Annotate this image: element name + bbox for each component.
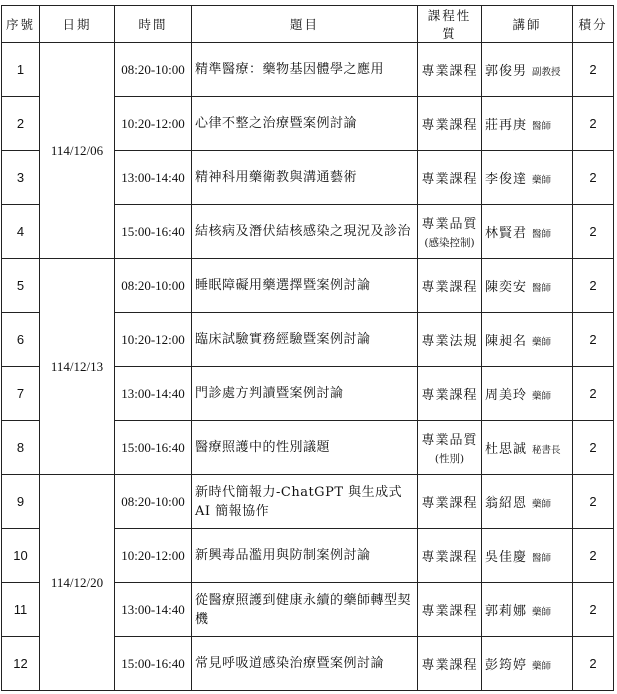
course-nature-cell [418, 97, 482, 151]
table-row [2, 475, 614, 529]
teacher-cell [482, 529, 573, 583]
teacher-title: 副教授 [532, 67, 561, 78]
date-cell: 114/12/13 [40, 259, 115, 475]
teacher-cell [482, 367, 573, 421]
credit-cell: 2 [573, 151, 614, 205]
teacher-cell [482, 43, 573, 97]
topic-cell: 精神科用藥衛教與溝通藝術 [192, 151, 418, 205]
credit-cell: 2 [573, 421, 614, 475]
topic-cell: 結核病及潛伏結核感染之現況及診治 [192, 205, 418, 259]
topic-cell: 門診處方判讀暨案例討論 [192, 367, 418, 421]
teacher-title: 醫師 [532, 553, 552, 564]
header-time: 時間 [115, 6, 192, 43]
course-nature-label: 專業課程 [421, 658, 478, 673]
time-cell: 13:00-14:40 [115, 583, 192, 637]
row-number-cell: 8 [2, 421, 40, 475]
course-nature-label: 專業課程 [421, 550, 478, 565]
row-number-cell: 4 [2, 205, 40, 259]
teacher-title: 醫師 [532, 283, 552, 294]
course-schedule-table [1, 5, 614, 691]
teacher-name: 周美玲 [485, 388, 528, 403]
time-cell: 10:20-12:00 [115, 313, 192, 367]
row-number-cell: 7 [2, 367, 40, 421]
teacher-name: 陳奕安 [485, 280, 528, 295]
table-row [2, 43, 614, 97]
teacher-title: 藥師 [532, 661, 552, 672]
course-nature-cell [418, 151, 482, 205]
row-number-cell: 10 [2, 529, 40, 583]
course-nature-cell [418, 313, 482, 367]
credit-cell: 2 [573, 313, 614, 367]
header-topic: 題目 [192, 6, 418, 43]
teacher-title: 醫師 [532, 229, 552, 240]
teacher-cell [482, 313, 573, 367]
teacher-cell [482, 421, 573, 475]
time-cell: 15:00-16:40 [115, 421, 192, 475]
row-number-cell: 5 [2, 259, 40, 313]
header-nature: 課程性質 [418, 6, 482, 43]
course-nature-cell [418, 529, 482, 583]
topic-cell: 常見呼吸道感染治療暨案例討論 [192, 637, 418, 691]
teacher-name: 李俊達 [485, 172, 528, 187]
course-nature-cell [418, 475, 482, 529]
course-nature-cell [418, 367, 482, 421]
teacher-name: 林賢君 [485, 226, 528, 241]
teacher-title: 藥師 [532, 607, 552, 618]
course-nature-cell [418, 205, 482, 259]
course-nature-label: 專業課程 [421, 388, 478, 403]
credit-cell: 2 [573, 529, 614, 583]
course-nature-label: 專業品質 [421, 433, 478, 448]
topic-cell: 從醫療照護到健康永續的藥師轉型契機 [192, 583, 418, 637]
teacher-title: 藥師 [532, 499, 552, 510]
row-number-cell: 11 [2, 583, 40, 637]
time-cell: 08:20-10:00 [115, 43, 192, 97]
course-nature-cell [418, 43, 482, 97]
course-nature-label: 專業課程 [421, 604, 478, 619]
time-cell: 10:20-12:00 [115, 97, 192, 151]
course-nature-cell [418, 637, 482, 691]
credit-cell: 2 [573, 43, 614, 97]
header-date: 日期 [40, 6, 115, 43]
course-nature-cell [418, 421, 482, 475]
teacher-cell [482, 151, 573, 205]
topic-cell: 醫療照護中的性別議題 [192, 421, 418, 475]
time-cell: 13:00-14:40 [115, 151, 192, 205]
time-cell: 10:20-12:00 [115, 529, 192, 583]
topic-cell: 精準醫療：藥物基因體學之應用 [192, 43, 418, 97]
teacher-name: 郭莉娜 [485, 604, 528, 619]
teacher-cell [482, 205, 573, 259]
course-nature-label: 專業課程 [421, 280, 478, 295]
credit-cell: 2 [573, 475, 614, 529]
teacher-name: 翁紹恩 [485, 496, 528, 511]
course-nature-cell [418, 583, 482, 637]
row-number-cell: 1 [2, 43, 40, 97]
header-teacher: 講師 [482, 6, 573, 43]
credit-cell: 2 [573, 583, 614, 637]
time-cell: 15:00-16:40 [115, 637, 192, 691]
time-cell: 15:00-16:40 [115, 205, 192, 259]
row-number-cell: 12 [2, 637, 40, 691]
date-cell: 114/12/20 [40, 475, 115, 691]
teacher-cell [482, 583, 573, 637]
course-nature-cell [418, 259, 482, 313]
time-cell: 08:20-10:00 [115, 475, 192, 529]
header-no: 序號 [2, 6, 40, 43]
credit-cell: 2 [573, 259, 614, 313]
row-number-cell: 3 [2, 151, 40, 205]
course-nature-label: 專業課程 [421, 172, 478, 187]
credit-cell: 2 [573, 367, 614, 421]
course-nature-subcategory: (性別) [434, 453, 465, 465]
time-cell: 13:00-14:40 [115, 367, 192, 421]
course-nature-label: 專業品質 [421, 217, 478, 232]
course-nature-label: 專業法規 [421, 334, 478, 349]
teacher-name: 莊再庚 [485, 118, 528, 133]
row-number-cell: 6 [2, 313, 40, 367]
teacher-title: 藥師 [532, 337, 552, 348]
teacher-name: 杜思誠 [485, 442, 528, 457]
course-nature-label: 專業課程 [421, 64, 478, 79]
topic-cell: 睡眠障礙用藥選擇暨案例討論 [192, 259, 418, 313]
teacher-cell [482, 475, 573, 529]
teacher-name: 吳佳慶 [485, 550, 528, 565]
credit-cell: 2 [573, 637, 614, 691]
course-nature-label: 專業課程 [421, 496, 478, 511]
teacher-cell [482, 637, 573, 691]
date-cell: 114/12/06 [40, 43, 115, 259]
header-row [2, 6, 614, 43]
time-cell: 08:20-10:00 [115, 259, 192, 313]
row-number-cell: 9 [2, 475, 40, 529]
teacher-cell [482, 97, 573, 151]
table-row [2, 259, 614, 313]
credit-cell: 2 [573, 205, 614, 259]
teacher-title: 醫師 [532, 121, 552, 132]
teacher-name: 郭俊男 [485, 64, 528, 79]
teacher-title: 秘書長 [532, 445, 561, 456]
topic-cell: 新時代簡報力-ChatGPT 與生成式 AI 簡報協作 [192, 475, 418, 529]
topic-cell: 心律不整之治療暨案例討論 [192, 97, 418, 151]
credit-cell: 2 [573, 97, 614, 151]
course-nature-label: 專業課程 [421, 118, 478, 133]
teacher-title: 藥師 [532, 175, 552, 186]
topic-cell: 新興毒品濫用與防制案例討論 [192, 529, 418, 583]
teacher-cell [482, 259, 573, 313]
teacher-name: 陳昶名 [485, 334, 528, 349]
row-number-cell: 2 [2, 97, 40, 151]
course-nature-subcategory: (感染控制) [424, 237, 475, 249]
header-credit: 積分 [573, 6, 614, 43]
teacher-name: 彭筠婷 [485, 658, 528, 673]
schedule-body [2, 43, 614, 691]
teacher-title: 藥師 [532, 391, 552, 402]
topic-cell: 臨床試驗實務經驗暨案例討論 [192, 313, 418, 367]
